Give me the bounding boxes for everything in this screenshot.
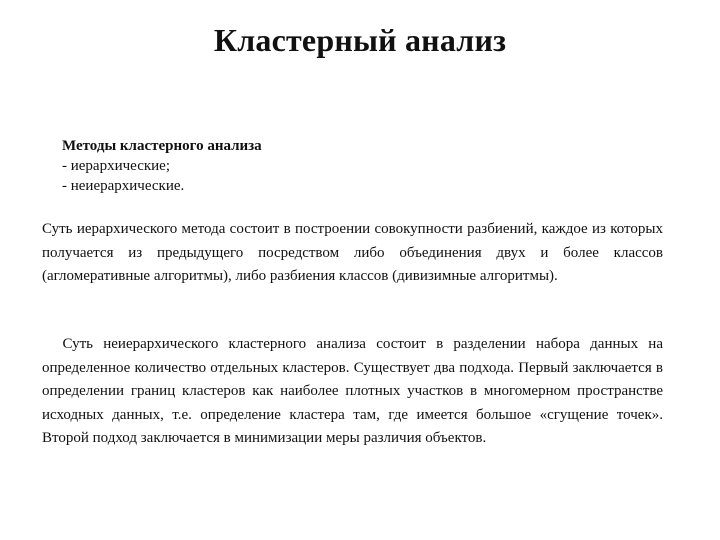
methods-heading: Методы кластерного анализа <box>62 138 262 154</box>
methods-item-hierarchical: - иерархические; <box>62 158 170 174</box>
paragraph-hierarchical: Суть иерархического метода состоит в построении совокупности разбиений, каждое из которых получается из предыдущего посредством либо объединения двух и более классов (агломеративные алгоритмы), либо разбиения классов (дивизимные алгоритмы). <box>42 221 663 284</box>
methods-item-nonhierarchical: - неиерархические. <box>62 178 185 194</box>
slide-title: Кластерный анализ <box>213 22 507 58</box>
methods-block <box>62 136 262 196</box>
paragraph-nonhierarchical: Суть неиерархического кластерного анализа состоит в разделении набора данных на определенное количество отдельных кластеров. Существует два подхода. Первый заключается в определении границ кластеров как наиболее плотных участков в многомерном пространстве исходных данных, т.е. определение кластера там, где имеется большое «сгущение точек». Второй подход заключается в минимизации меры различия объектов. <box>42 336 663 446</box>
